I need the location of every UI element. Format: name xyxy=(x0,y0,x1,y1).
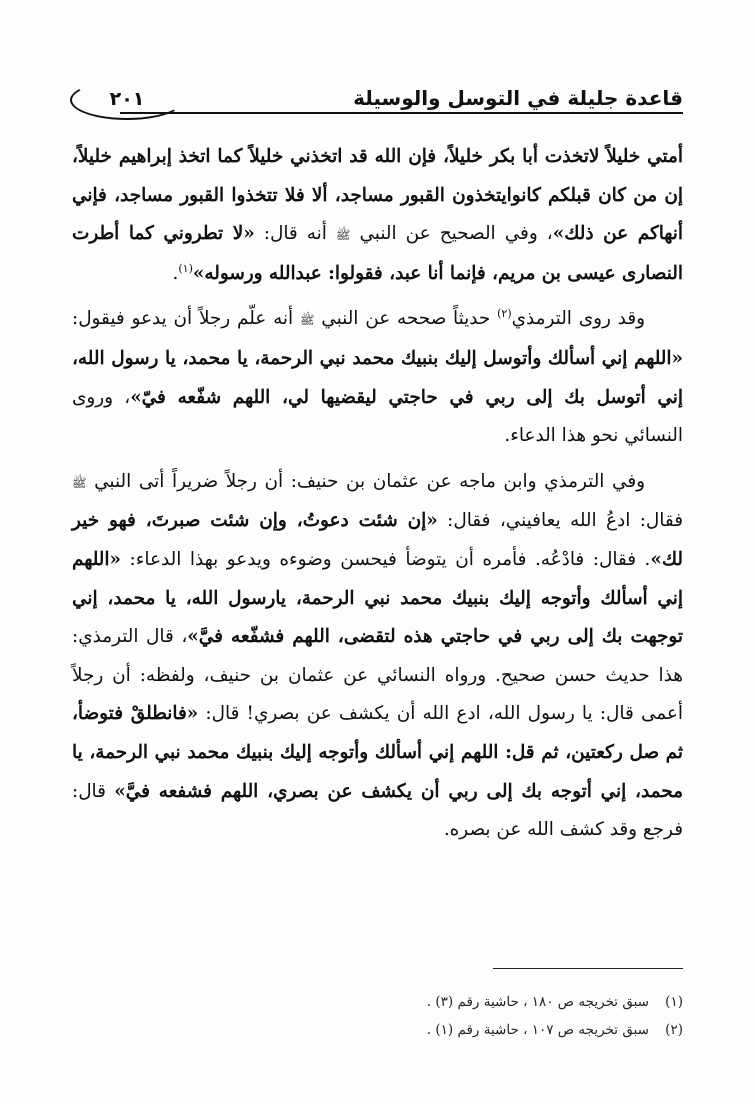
footnote-number: (١) xyxy=(665,994,683,1010)
text-segment: قال: فرجع وقد كشف الله عن بصره. xyxy=(72,780,683,841)
header-rule xyxy=(120,112,683,114)
running-title: قاعدة جليلة في التوسل والوسيلة xyxy=(353,86,683,110)
text-segment: ، قال الترمذي: هذا حديث حسن صحيح. ورواه النسائي عن عثمان بن حنيف، ولفظه: أن رجلاً أعمى قال: يا رسول الله، ادع الله أن يكشف عن بصري! قال: xyxy=(72,626,683,725)
body-text xyxy=(72,138,683,850)
salawat-glyph: ﷺ xyxy=(72,475,87,490)
text-segment: أنه علّم رجلاً أن يدعو فيقول: xyxy=(72,308,300,330)
quoted-hadith-text: أمتي خليلاً لاتخذت أبا بكر خليلاً، فإن الله قد اتخذني خليلاً كما اتخذ إبراهيم خليلاً، إن من كان قبلكم كانوايتخذون القبور مساجد، ألا فلا تتخذوا القبور مساجد، فإني أنهاكم عن ذلك» xyxy=(72,146,684,245)
footnote-separator xyxy=(493,968,683,969)
quoted-hadith-text: «لا تطروني كما أطرت النصارى عيسى بن مريم، فإنما أنا عبد، فقولوا: عبدالله ورسوله» xyxy=(72,223,683,284)
text-segment: حديثاً صححه عن النبي xyxy=(314,308,498,330)
paragraph-1 xyxy=(72,138,683,293)
salawat-glyph: ﷺ xyxy=(335,228,351,243)
footnote-number: (٢) xyxy=(665,1022,683,1038)
page-number: ٢٠١ xyxy=(70,80,184,120)
text-segment: . xyxy=(172,262,179,284)
page-header xyxy=(60,74,683,126)
quoted-hadith-text: «اللهم إني أسألك وأتوسل إليك بنبيك محمد نبي الرحمة، يا محمد، يا رسول الله، إني أتوسل بك إلى ربي في حاجتي ليقضيها لي، اللهم شفّعه فيّ» xyxy=(72,347,683,408)
footnotes xyxy=(72,988,683,1044)
paragraph-3 xyxy=(72,463,683,850)
quoted-hadith-text: «فانطلقْ فتوضأ، ثم صل ركعتين، ثم قل: اللهم إني أسألك وأتوجه إليك بنبيك محمد نبي الرحمة، يا محمد، إني أتوجه بك إلى ربي أن يكشف عن بصري، اللهم فشفعه فيَّ» xyxy=(72,703,683,802)
paragraph-2 xyxy=(72,300,683,455)
salawat-glyph: ﷺ xyxy=(299,313,315,328)
text-segment: فقال: ادعُ الله يعافيني، فقال: xyxy=(437,510,683,532)
text-segment: . فقال: فادْعُه. فأمره أن يتوضأ فيحسن وضوءه ويدعو بهذا الدعاء: xyxy=(121,548,651,570)
footnote-text: سبق تخريجه ص ١٠٧ ، حاشية رقم (١) . xyxy=(426,1022,649,1038)
footnote-2 xyxy=(72,1016,683,1044)
text-segment: وقد روى الترمذي xyxy=(511,308,645,330)
text-segment: ، وروى النسائي نحو هذا الدعاء. xyxy=(72,386,683,447)
footnote-reference: (١) xyxy=(178,261,193,275)
footnote-1 xyxy=(72,988,683,1016)
quoted-hadith-text: «اللهم إني أسألك وأتوجه إليك بنبيك محمد نبي الرحمة، يارسول الله، يا محمد، إني توجهت بك إلى ربي في حاجتي هذه لتقضى، اللهم فشفّعه فيَّ» xyxy=(72,548,683,648)
text-segment: ، وفي الصحيح عن النبي xyxy=(350,223,553,245)
text-segment: أنه قال: xyxy=(254,223,336,245)
quoted-hadith-text: «إن شئت دعوتُ، وإن شئت صبرتَ، فهو خير لك» xyxy=(72,510,683,570)
footnote-text: سبق تخريجه ص ١٨٠ ، حاشية رقم (٣) . xyxy=(426,994,649,1010)
footnote-reference: (٢) xyxy=(497,307,512,321)
text-segment: وفي الترمذي وابن ماجه عن عثمان بن حنيف: أن رجلاً ضريراً أتى النبي xyxy=(86,470,645,492)
